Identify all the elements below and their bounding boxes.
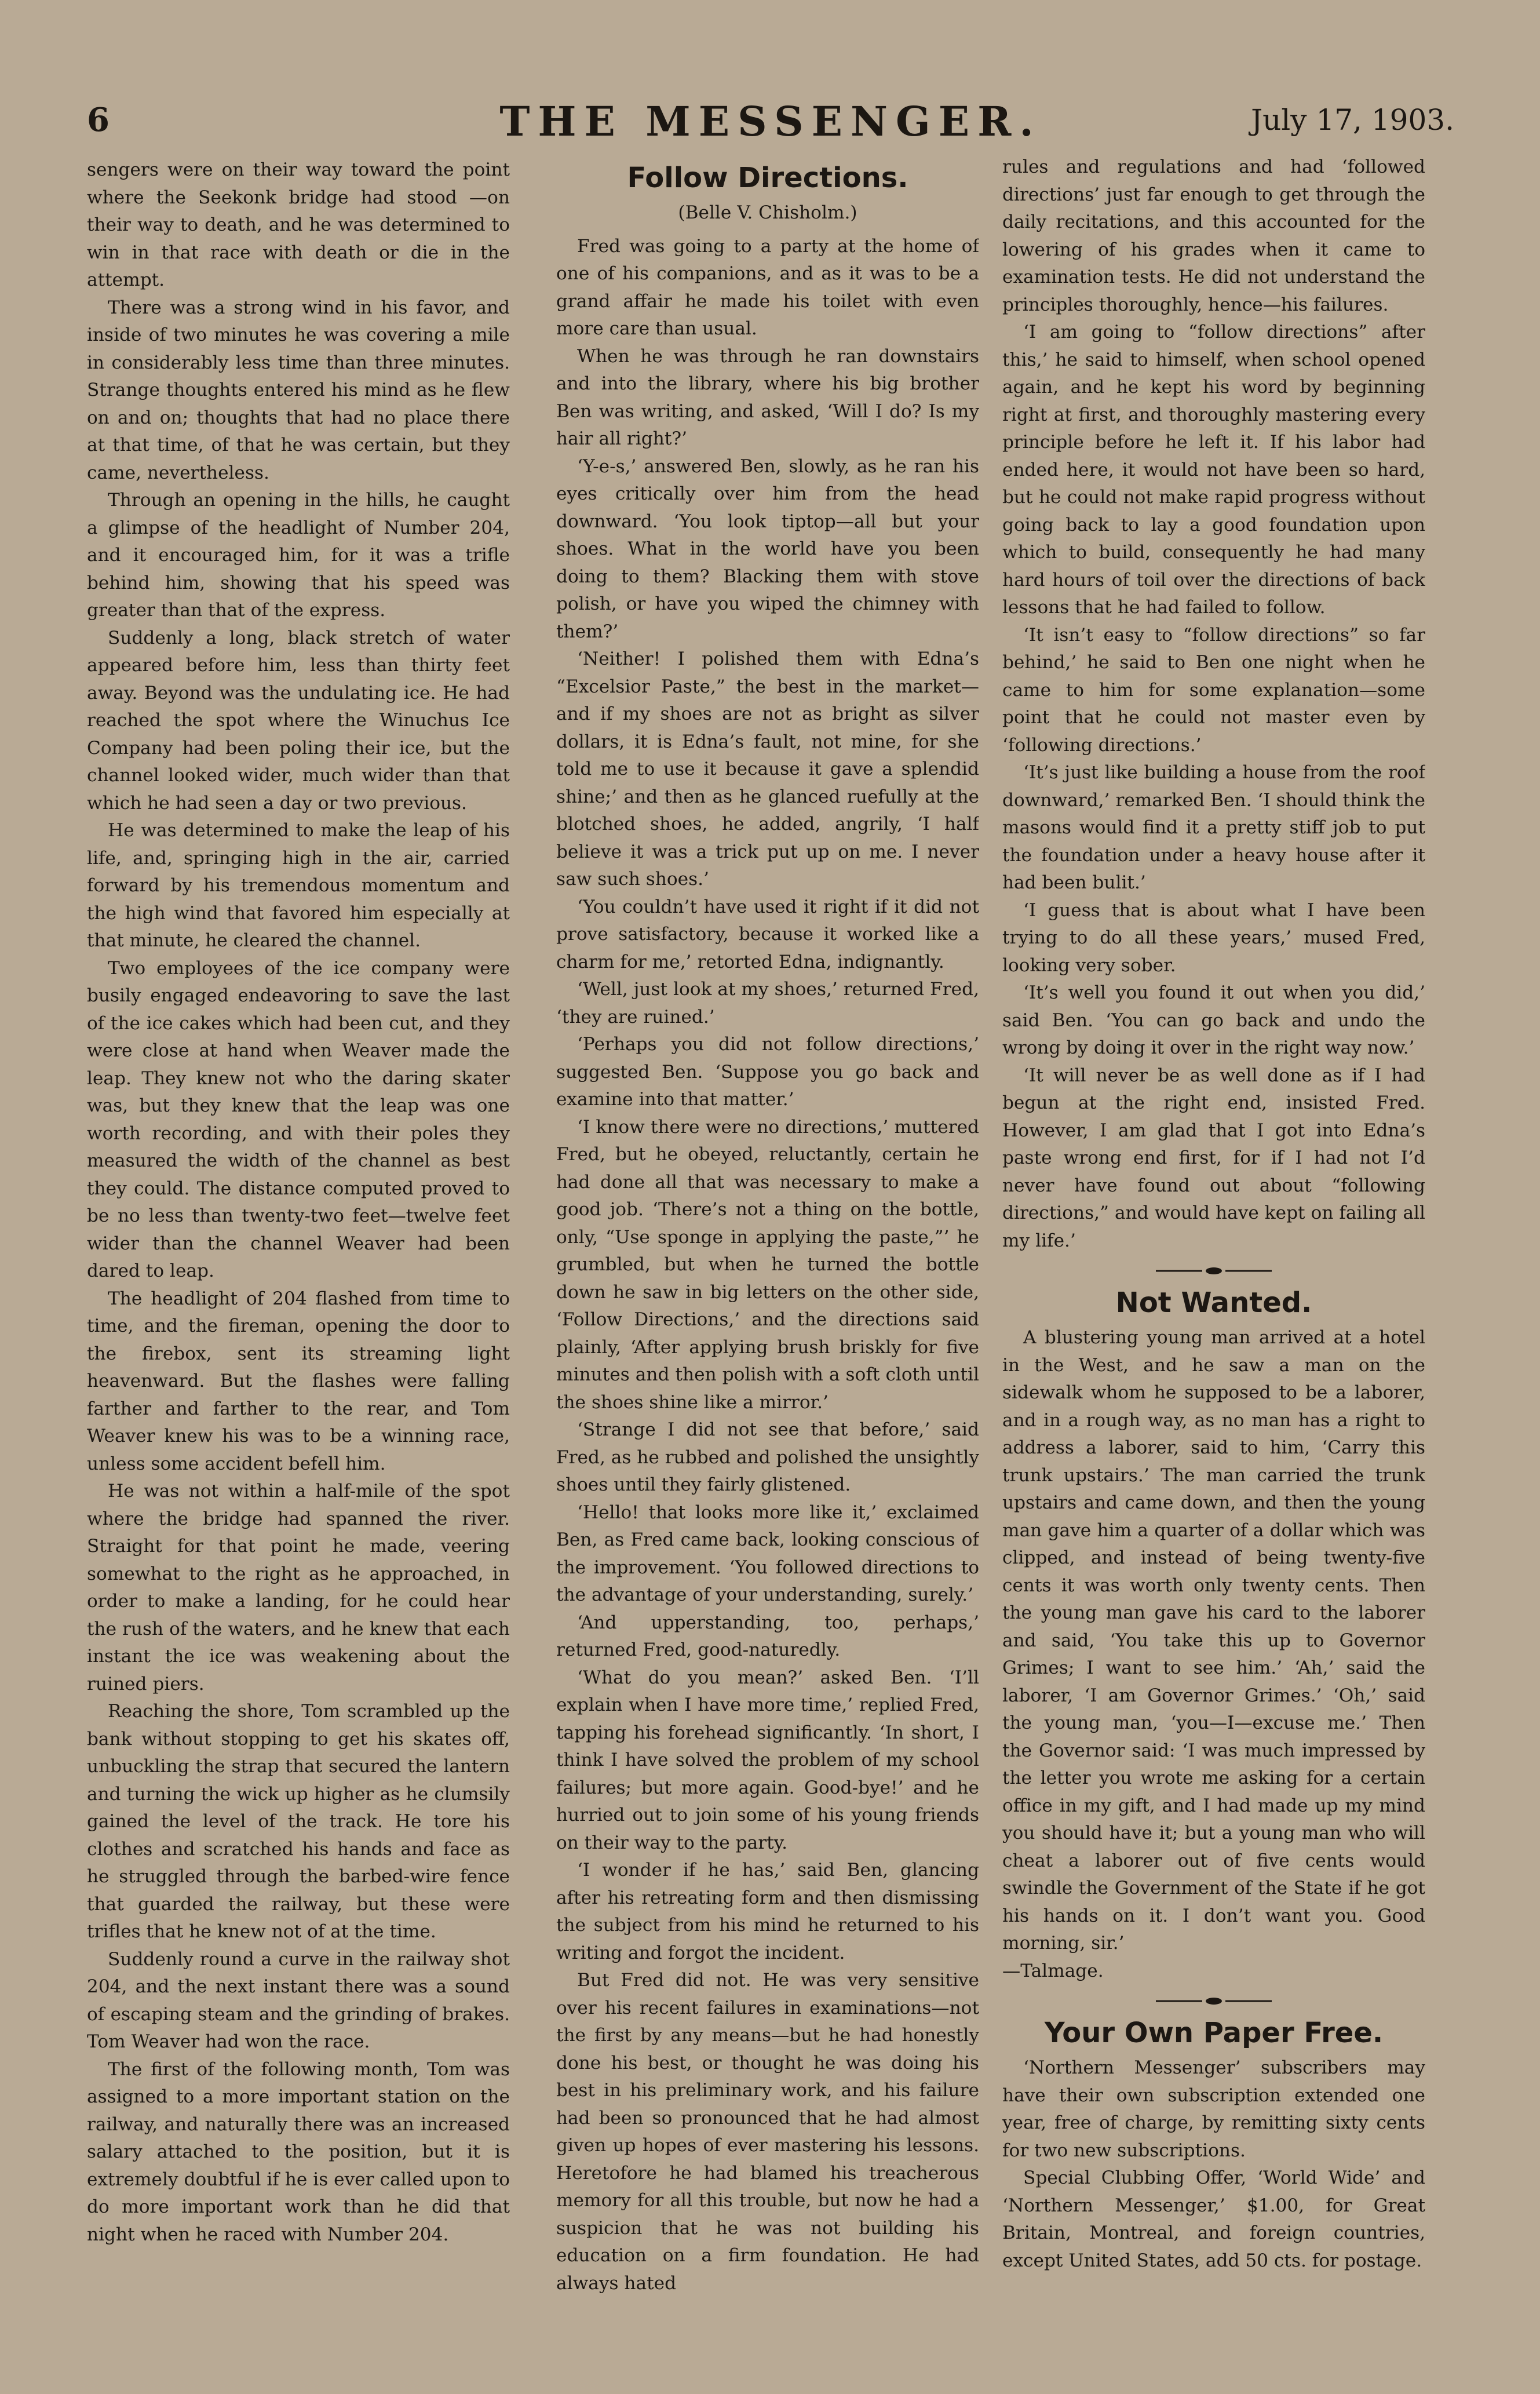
paragraph: Reaching the shore, Tom scrambled up the bank without stopping to get his skates off, unbuckling the strap that secured the lantern and turning the wick up higher as he clumsily gained the level of the track. He tore his clothes and scratched his hands and face as he struggled through the barbed-wire fence that guarded the railway, but these were trifles that he knew not of at the time. [87, 1701, 510, 1942]
paragraph: ‘It’s well you found it out when you did,’ said Ben. ‘You can go back and undo the wrong by doing it over in the right way now.’ [1002, 982, 1425, 1058]
paragraph: Two employees of the ice company were busily engaged endeavoring to save the last of the ice cakes which had been cut, and they were close at hand when Weaver made the leap. They knew not who the daring skater was, but they knew that the leap was one worth recording, and with their poles they measured the width of the channel as best they could. The distance computed proved to be no less than twenty-two feet—twelve feet wider than the channel Weaver had been dared to leap. [87, 957, 510, 1281]
paragraph: ‘Well, just look at my shoes,’ returned Fred, ‘they are ruined.’ [556, 979, 979, 1027]
paragraph: ‘Neither! I polished them with Edna’s “Excelsior Paste,” the best in the market—and if my shoes are not as bright as silver dollars, it is Edna’s fault, not mine, for she told me to use it because it gave a splendid shine;’ and then as he glanced ruefully at the blotched shoes, he added, angrily, ‘I half believe it was a trick put up on me. I never saw such shoes.’ [556, 648, 979, 890]
paragraph: ‘I know there were no directions,’ muttered Fred, but he obeyed, reluctantly, certain he had done all that was necessary to make a good job. ‘There’s not a thing on the bottle, only, “Use sponge in applying the paste,”’ he grumbled, but when he turned the bottle down he saw in big letters on the other side, ‘Follow Directions,’ and the directions said plainly, ‘After applying brush briskly for five minutes and then polish with a soft cloth until the shoes shine like a mirror.’ [556, 1116, 979, 1413]
paragraph: Suddenly a long, black stretch of water appeared before him, less than thirty feet away. Beyond was the undulating ice. He had reached the spot where the Winuchus Ice Company had been poling their ice, but the channel looked wider, much wider than that which he had seen a day or two previous. [87, 627, 510, 814]
article-title: Follow Directions. [627, 162, 908, 194]
paragraph: ‘It isn’t easy to “follow directions” so far behind,’ he said to Ben one night when he came to him for some explanation—some point that he could not master even by ‘following directions.’ [1002, 624, 1425, 756]
section-divider [1150, 1995, 1278, 2007]
section-divider [1150, 1265, 1278, 1277]
paragraph: The first of the following month, Tom was assigned to a more important station on the railway, and naturally there was an increased salary attached to the position, but it is extremely doubtful if he is ever called upon to do more important work than he did that night when he raced with Number 204. [87, 2058, 510, 2245]
paragraph: He was determined to make the leap of his life, and, springing high in the air, carried forward by his tremendous momentum and the high wind that favored him especially at that minute, he cleared the channel. [87, 820, 510, 951]
page-number: 6 [87, 101, 110, 139]
paragraph: rules and regulations and had ‘followed directions’ just far enough to get through the daily recitations, and this accounted for the lowering of his grades when it came to examination tests. He did not understand the principles thoroughly, hence—his failures. [1002, 156, 1425, 315]
column-middle [556, 156, 979, 2301]
paragraph: He was not within a half-mile of the spot where the bridge had spanned the river. Straight for that point he made, veering somewhat to the right as he approached, in order to make a landing, for he could hear the rush of the waters, and he knew that each instant the ice was weakening about the ruined piers. [87, 1481, 510, 1695]
article-byline: (Belle V. Chisholm.) [678, 202, 857, 223]
paragraph: When he was through he ran downstairs and into the library, where his big brother Ben was writing, and asked, ‘Will I do? Is my hair all right?’ [556, 345, 979, 449]
paragraph: ‘Strange I did not see that before,’ said Fred, as he rubbed and polished the unsightly shoes until they fairly glistened. [556, 1419, 979, 1495]
paragraph: But Fred did not. He was very sensitive over his recent failures in examinations—not the first by any means—but he had honestly done his best, or thought he was doing his best in his preliminary work, and his failure had been so pronounced that he had almost given up hopes of ever mastering his lessons. Heretofore he had blamed his treacherous memory for all this trouble, but now he had a suspicion that he was not building his education on a firm foundation. He had always hated [556, 1970, 979, 2294]
paragraph: A blustering young man arrived at a hotel in the West, and he saw a man on the sidewalk whom he supposed to be a laborer, and in a rough way, as no man has a right to address a laborer, said to him, ‘Carry this trunk upstairs.’ The man carried the trunk upstairs and came down, and then the young man gave him a quarter of a dollar which was clipped, and instead of being twenty-five cents it was worth only twenty cents. Then the young man gave his card to the laborer and said, ‘You take this up to Governor Grimes; I want to see him.’ ‘Ah,’ said the laborer, ‘I am Governor Grimes.’ ‘Oh,’ said the young man, ‘you—I—excuse me.’ Then the Governor said: ‘I was much impressed by the letter you wrote me asking for a certain office in my gift, and I had made up my mind you should have it; but a young man who will cheat a laborer out of five cents would swindle the Government of the State if he got his hands on it. I don’t want you. Good morning, sir.’ [1002, 1327, 1425, 1954]
paragraph: ‘Y-e-s,’ answered Ben, slowly, as he ran his eyes critically over him from the head downward. ‘You look tiptop—all but your shoes. What in the world have you been doing to them? Blacking them with stove polish, or have you wiped the chimney with them?’ [556, 456, 979, 642]
paragraph: ‘And upperstanding, too, perhaps,’ returned Fred, good-naturedly. [556, 1612, 979, 1660]
paragraph: ‘It will never be as well done as if I had begun at the right end, insisted Fred. However, I am glad that I got into Edna’s paste wrong end first, for if I had not I’d never have found out about “following directions,” and would have kept on failing all my life.’ [1002, 1065, 1425, 1251]
article-title: Not Wanted. [1115, 1287, 1312, 1319]
masthead: THE MESSENGER. [499, 97, 1042, 145]
paragraph: ‘I guess that is about what I have been trying to do all these years,’ mused Fred, looking very sober. [1002, 899, 1425, 976]
column-left [87, 156, 510, 2301]
paragraph: ‘Northern Messenger’ subscribers may have their own subscription extended one year, free of charge, by remitting sixty cents for two new subscriptions. [1002, 2057, 1425, 2161]
paragraph: ‘Perhaps you did not follow directions,’ suggested Ben. ‘Suppose you go back and examine into that matter.’ [556, 1034, 979, 1110]
paragraph: Fred was going to a party at the home of one of his companions, and as it was to be a grand affair he made his toilet with even more care than usual. [556, 235, 979, 339]
page-header [87, 97, 1454, 144]
paragraph: Suddenly round a curve in the railway shot 204, and the next instant there was a sound of escaping steam and the grinding of brakes. Tom Weaver had won the race. [87, 1948, 510, 2052]
paragraph: ‘What do you mean?’ asked Ben. ‘I’ll explain when I have more time,’ replied Fred, tapping his forehead significantly. ‘In short, I think I have solved the problem of my school failures; but more again. Good-bye!’ and he hurried out to join some of his young friends on their way to the party. [556, 1667, 979, 1853]
paragraph: The headlight of 204 flashed from time to time, and the fireman, opening the door to the firebox, sent its streaming light heavenward. But the flashes were falling farther and farther to the rear, and Tom Weaver knew his was to be a winning race, unless some accident befell him. [87, 1288, 510, 1474]
paragraph: sengers were on their way toward the point where the Seekonk bridge had stood —on their way to death, and he was determined to win in that race with death or die in the attempt. [87, 159, 510, 290]
column-right [1002, 154, 1425, 2298]
paragraph: ‘It’s just like building a house from the roof downward,’ remarked Ben. ‘I should think the masons would find it a pretty stiff job to put the foundation under a heavy house after it had been bulit.’ [1002, 762, 1425, 893]
issue-date: July 17, 1903. [1251, 103, 1454, 137]
paragraph: ‘Hello! that looks more like it,’ exclaimed Ben, as Fred came back, looking conscious of the improvement. ‘You followed directions to the advantage of your understanding, surely.’ [556, 1502, 979, 1605]
article-signature: —Talmage. [1002, 1960, 1104, 1981]
paragraph: ‘I am going to “follow directions” after this,’ he said to himself, when school opened again, and he kept his word by beginning right at first, and thoroughly mastering every principle before he left it. If his labor had ended here, it would not have been so hard, but he could not make rapid progress without going back to lay a good foundation upon which to build, consequently he had many hard hours of toil over the directions of back lessons that he had failed to follow. [1002, 322, 1425, 618]
paragraph: ‘You couldn’t have used it right if it did not prove satisfactory, because it worked like a charm for me,’ retorted Edna, indignantly. [556, 896, 979, 972]
paragraph: Through an opening in the hills, he caught a glimpse of the headlight of Number 204, and it encouraged him, for it was a trifle behind him, showing that his speed was greater than that of the express. [87, 490, 510, 621]
article-title: Your Own Paper Free. [1044, 2017, 1384, 2049]
paragraph: Special Clubbing Offer, ‘World Wide’ and ‘Northern Messenger,’ $1.00, for Great Britain, Montreal, and foreign countries, except United States, add 50 cts. for postage. [1002, 2167, 1425, 2271]
paragraph: ‘I wonder if he has,’ said Ben, glancing after his retreating form and then dismissing the subject from his mind he returned to his writing and forgot the incident. [556, 1860, 979, 1963]
paragraph: There was a strong wind in his favor, and inside of two minutes he was covering a mile in considerably less time than three minutes. Strange thoughts entered his mind as he flew on and on; thoughts that had no place there at that time, of that he was certain, but they came, nevertheless. [87, 297, 510, 483]
